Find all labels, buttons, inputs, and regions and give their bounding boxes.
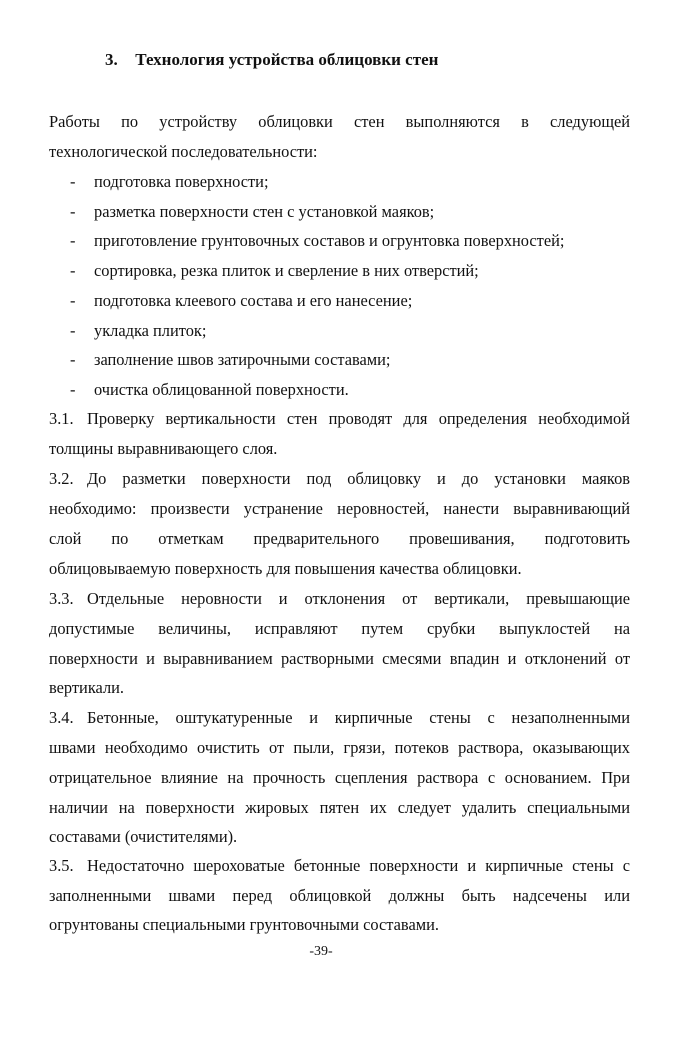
list-dash: - [70,321,76,340]
paragraph-number: 3.1. [49,409,74,428]
step-text: очистка облицованной поверхности. [94,380,349,399]
paragraph-line: наличии на поверхности жировых пятен их следует удалить специальными [49,798,630,817]
list-dash: - [70,380,76,399]
paragraph-line: 3.5. Недостаточно шероховатые бетонные поверхности и кирпичные стены с [49,856,630,875]
paragraph-number: 3.2. [49,469,74,488]
step-text: сортировка, резка плиток и сверление в них отверстий; [94,261,479,280]
paragraph-line: швами необходимо очистить от пыли, грязи, потеков раствора, оказывающих [49,738,630,757]
step-text: подготовка клеевого состава и его нанесение; [94,291,413,310]
step-text: заполнение швов затирочными составами; [94,350,391,369]
section-number: 3. [105,50,118,69]
step-text: укладка плиток; [94,321,207,340]
paragraph-line: 3.1. Проверку вертикальности стен проводят для определения необходимой [49,409,630,428]
paragraph-line: 3.3. Отдельные неровности и отклонения от вертикали, превышающие [49,589,630,608]
step-item [70,260,479,282]
step-text: приготовление грунтовочных составов и огрунтовка поверхностей; [94,231,565,250]
list-dash: - [70,291,76,310]
paragraph-line: огрунтованы специальными грунтовочными составами. [49,915,439,934]
paragraph-line: вертикали. [49,678,125,697]
paragraph-number: 3.3. [49,589,74,608]
page-number: -39- [309,944,333,959]
paragraph-line: 3.2. До разметки поверхности под облицовку и до установки маяков [49,469,630,488]
list-dash: - [70,202,76,221]
paragraph-line: отрицательное влияние на прочность сцепления раствора с основанием. При [49,768,630,787]
paragraph-line: составами (очистителями). [49,827,238,846]
paragraph-line: допустимые величины, исправляют путем срубки выпуклостей на [49,619,630,638]
paragraph-number: 3.4. [49,708,74,727]
paragraph-number: 3.5. [49,856,74,875]
intro-line-1: Работы по устройству облицовки стен выполняются в следующей [49,112,630,131]
step-item [70,290,412,312]
intro-line-2: технологической последовательности: [49,142,318,161]
paragraph-line: заполненными швами перед облицовкой должны быть надсечены или [49,886,630,905]
section-title: Технология устройства облицовки стен [135,50,439,69]
paragraph-line: толщины выравнивающего слоя. [49,439,278,458]
step-item [70,201,434,223]
step-item [70,171,269,193]
paragraph-line: слой по отметкам предварительного провешивания, подготовить [49,529,630,548]
step-item [70,349,391,371]
step-item [70,379,349,401]
step-item [70,320,206,342]
step-text: разметка поверхности стен с установкой маяков; [94,202,435,221]
paragraph-line: 3.4. Бетонные, оштукатуренные и кирпичные стены с незаполненными [49,708,630,727]
list-dash: - [70,261,76,280]
step-text: подготовка поверхности; [94,172,269,191]
list-dash: - [70,172,76,191]
paragraph-line: облицовываемую поверхность для повышения качества облицовки. [49,559,522,578]
paragraph-line: поверхности и выравниванием растворными смесями впадин и отклонений от [49,649,630,668]
list-dash: - [70,350,76,369]
paragraph-line: необходимо: произвести устранение неровностей, нанести выравнивающий [49,499,630,518]
list-dash: - [70,231,76,250]
step-item [70,230,564,252]
section-heading [105,50,438,70]
